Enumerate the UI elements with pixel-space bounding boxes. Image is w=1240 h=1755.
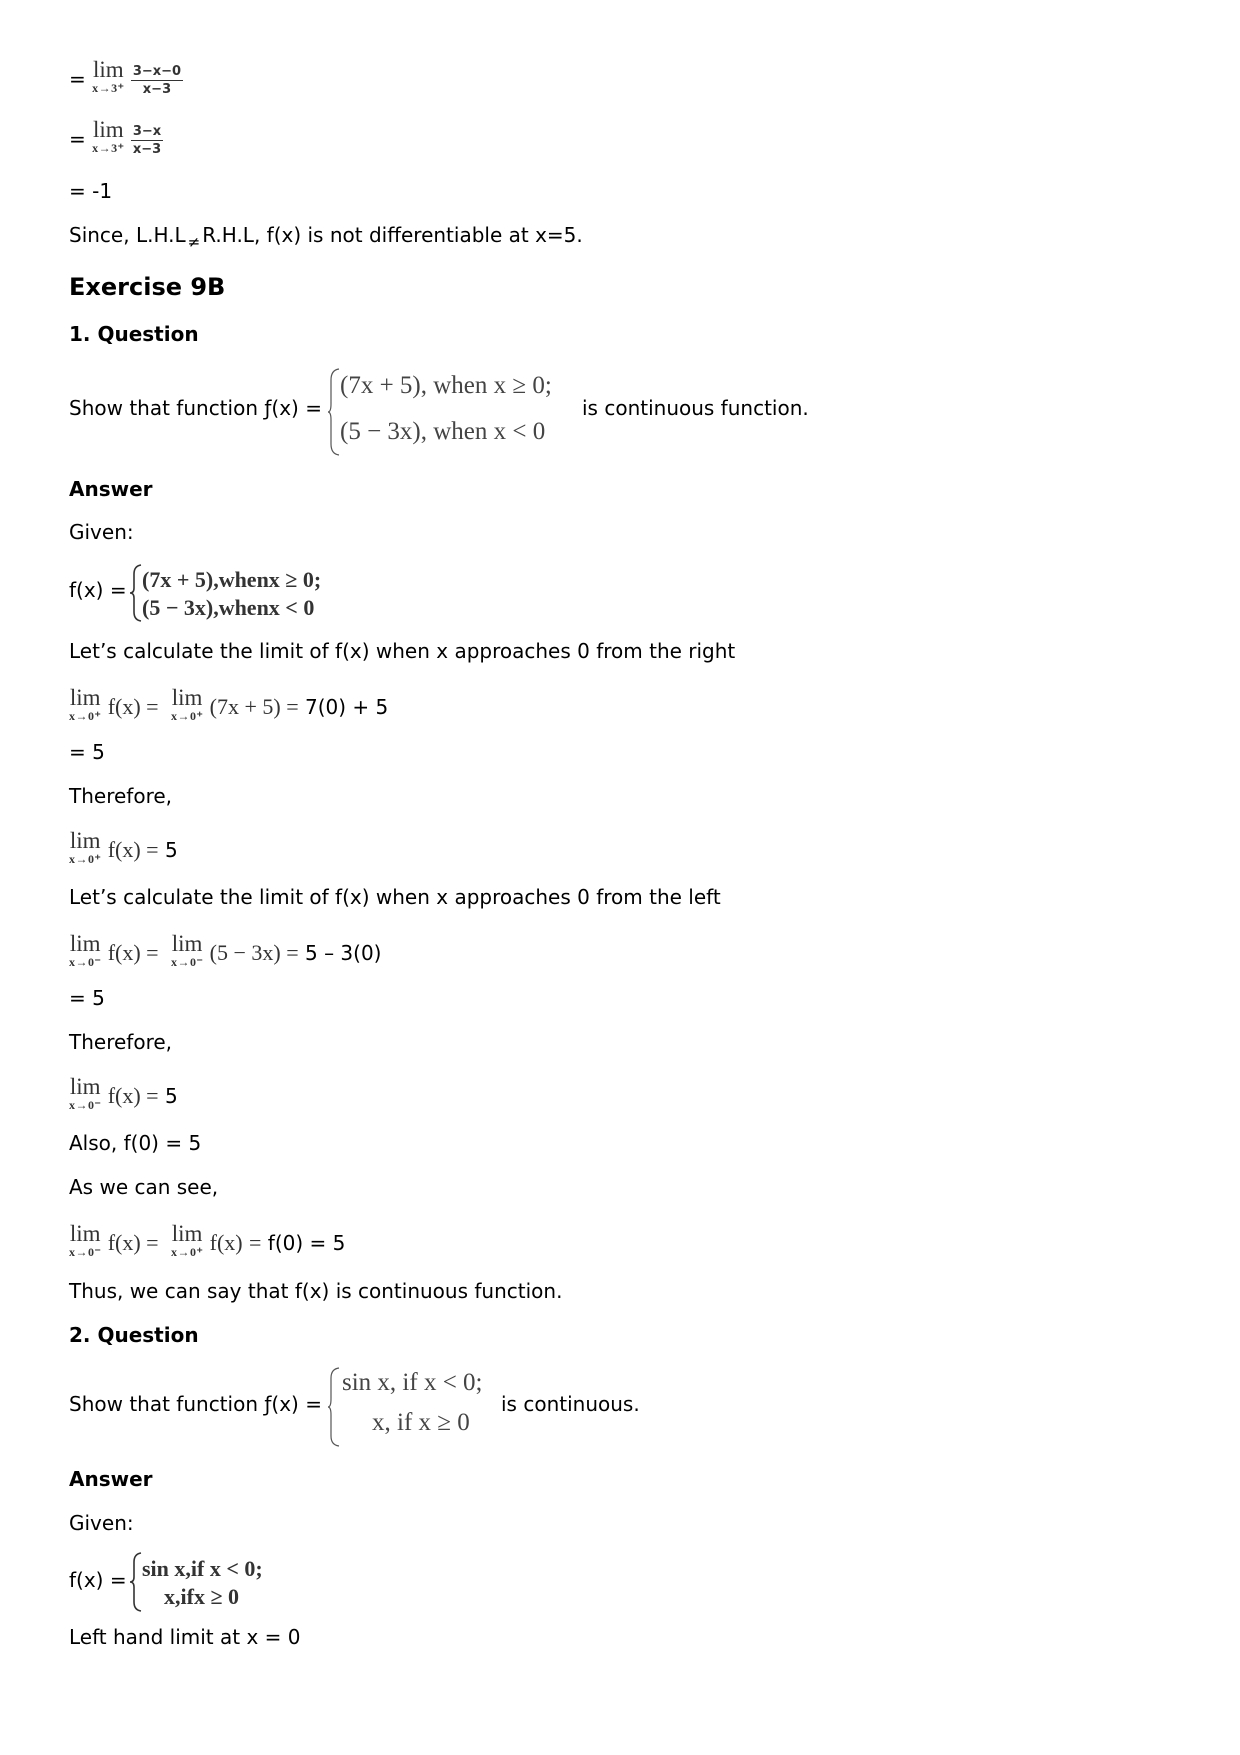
q2-piecewise: sin x, if x < 0; x, if x ≥ 0 bbox=[328, 1367, 498, 1447]
q1-conclusion: Thus, we can say that f(x) is continuous function. bbox=[69, 1279, 563, 1303]
lim-operator: lim x→3⁺ bbox=[92, 57, 125, 95]
q1-also: Also, f(0) = 5 bbox=[69, 1131, 202, 1155]
q1-final-equality: lim x→0⁻ f(x) = lim x→0⁺ f(x) = f(0) = 5 bbox=[69, 1221, 346, 1259]
fraction: $\frac{3-x}{x-3}$ bbox=[132, 124, 162, 157]
left-brace-icon bbox=[130, 1552, 142, 1612]
limit-line-2: = lim x→3⁺ $\frac{3-x}{x-3}$ bbox=[69, 117, 162, 157]
q1-right-conclusion: lim x→0⁺ f(x) = 5 bbox=[69, 828, 178, 866]
q1-piecewise: (7x + 5), when x ≥ 0; (5 − 3x), when x < 0 bbox=[328, 368, 578, 456]
fraction: $\frac{3-x-0}{x-3}$ bbox=[132, 64, 182, 97]
q1-left-conclusion: lim x→0⁻ f(x) = 5 bbox=[69, 1074, 178, 1112]
left-brace-icon bbox=[328, 368, 340, 456]
q2-answer-label: Answer bbox=[69, 1467, 153, 1491]
q1-as-we-see: As we can see, bbox=[69, 1175, 219, 1199]
q1-eq5-b: = 5 bbox=[69, 986, 105, 1010]
q2-prompt-prefix: Show that function ƒ(x) = bbox=[69, 1392, 322, 1416]
q1-right-intro: Let’s calculate the limit of f(x) when x approaches 0 from the right bbox=[69, 639, 736, 663]
since-line: Since, L.H.L $_\ne$ R.H.L, f(x) is not differentiable at x=5. bbox=[69, 223, 583, 251]
q1-left-intro: Let’s calculate the limit of f(x) when x approaches 0 from the left bbox=[69, 885, 721, 909]
q1-therefore-a: Therefore, bbox=[69, 784, 173, 808]
q2-given: Given: bbox=[69, 1511, 134, 1535]
q1-given-piecewise: (7x + 5),whenx ≥ 0; (5 − 3x),whenx < 0 bbox=[130, 564, 360, 622]
left-brace-icon bbox=[130, 564, 142, 622]
question-1-label: 1. Question bbox=[69, 322, 199, 346]
q1-left-limit: lim x→0⁻ f(x) = lim x→0⁻ (5 − 3x) = 5 – 3(0) bbox=[69, 931, 382, 969]
q1-given-fx: f(x) = bbox=[69, 578, 127, 602]
q1-given: Given: bbox=[69, 520, 134, 544]
q1-answer-label: Answer bbox=[69, 477, 153, 501]
q2-given-fx: f(x) = bbox=[69, 1568, 127, 1592]
lim-operator: lim x→3⁺ bbox=[92, 117, 125, 155]
q2-given-piecewise: sin x,if x < 0; x,ifx ≥ 0 bbox=[130, 1552, 300, 1612]
question-2-label: 2. Question bbox=[69, 1323, 199, 1347]
limit-line-1: = lim x→3⁺ $\frac{3-x-0}{x-3}$ bbox=[69, 57, 182, 97]
q1-prompt-suffix: is continuous function. bbox=[582, 396, 809, 420]
q1-eq5-a: = 5 bbox=[69, 740, 105, 764]
q2-prompt-suffix: is continuous. bbox=[501, 1392, 640, 1416]
result-line: = -1 bbox=[69, 179, 113, 203]
q2-left-hand-limit: Left hand limit at x = 0 bbox=[69, 1625, 301, 1649]
exercise-heading: Exercise 9B bbox=[69, 273, 226, 301]
q1-therefore-b: Therefore, bbox=[69, 1030, 173, 1054]
q1-right-limit: lim x→0⁺ f(x) = lim x→0⁺ (7x + 5) = 7(0) + 5 bbox=[69, 685, 389, 723]
q1-prompt-prefix: Show that function ƒ(x) = bbox=[69, 396, 322, 420]
left-brace-icon bbox=[328, 1367, 340, 1447]
